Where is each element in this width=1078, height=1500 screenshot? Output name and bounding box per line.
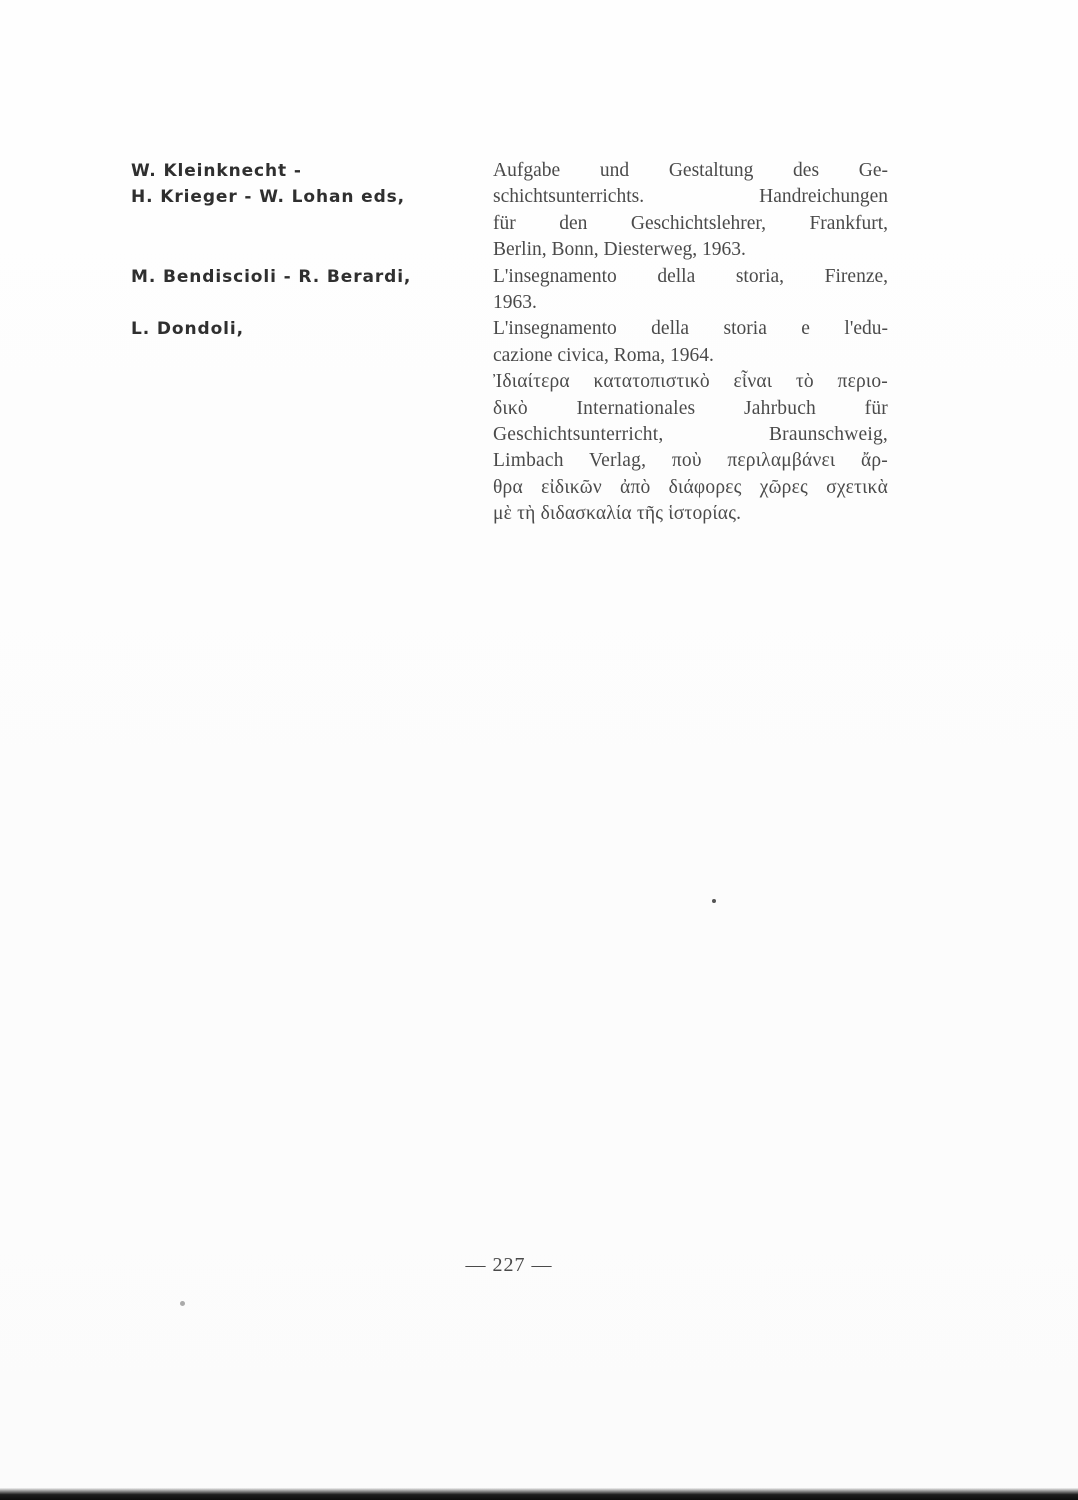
note-text <box>493 369 888 527</box>
title-line: schichtsunterrichts. Handreichungen <box>493 186 888 208</box>
note-line: Geschichtsunterricht, Braunschweig, <box>493 424 888 446</box>
author-line: H. Krieger - W. Lohan eds, <box>131 187 406 208</box>
entry-title <box>493 264 888 317</box>
page-bottom-edge <box>0 1488 1078 1500</box>
entry-title <box>493 316 888 369</box>
greek-note <box>131 369 891 527</box>
author-line: M. Bendiscioli - R. Berardi, <box>131 266 412 287</box>
author-line: W. Kleinknecht - <box>131 161 302 181</box>
entry-authors <box>131 264 493 290</box>
title-line: L'insegnamento della storia, Firenze, <box>493 265 888 287</box>
bibliography-list <box>131 158 891 528</box>
note-line: Ἰδιαίτερα κατατοπιστικὸ εἶναι τὸ περιο- <box>493 371 888 393</box>
entry-authors <box>131 158 493 211</box>
note-line: δικὸ Internationales Jahrbuch für <box>493 397 888 419</box>
note-line: Limbach Verlag, ποὺ περιλαμβάνει ἄρ- <box>493 450 888 472</box>
bibliography-entry <box>131 158 891 264</box>
note-line: θρα εἰδικῶν ἀπὸ διάφορες χῶρες σχετικὰ <box>493 476 888 498</box>
title-line: 1963. <box>493 292 537 314</box>
bibliography-entry <box>131 264 891 317</box>
ink-speck <box>712 899 716 903</box>
ink-speck <box>180 1301 185 1306</box>
title-line: Aufgabe und Gestaltung des Ge- <box>493 160 888 181</box>
title-line: cazione civica, Roma, 1964. <box>493 344 714 366</box>
author-line: L. Dondoli, <box>131 319 244 340</box>
page-number: — 227 — <box>465 1254 553 1276</box>
title-line: L'insegnamento della storia e l'edu- <box>493 318 888 340</box>
bibliography-entry <box>131 316 891 369</box>
title-line: Berlin, Bonn, Diesterweg, 1963. <box>493 239 746 261</box>
entry-title <box>493 158 888 264</box>
title-line: für den Geschichtslehrer, Frankfurt, <box>493 212 888 234</box>
entry-authors <box>131 316 493 342</box>
note-line: μὲ τὴ διδασκαλία τῆς ἱστορίας. <box>493 503 742 525</box>
